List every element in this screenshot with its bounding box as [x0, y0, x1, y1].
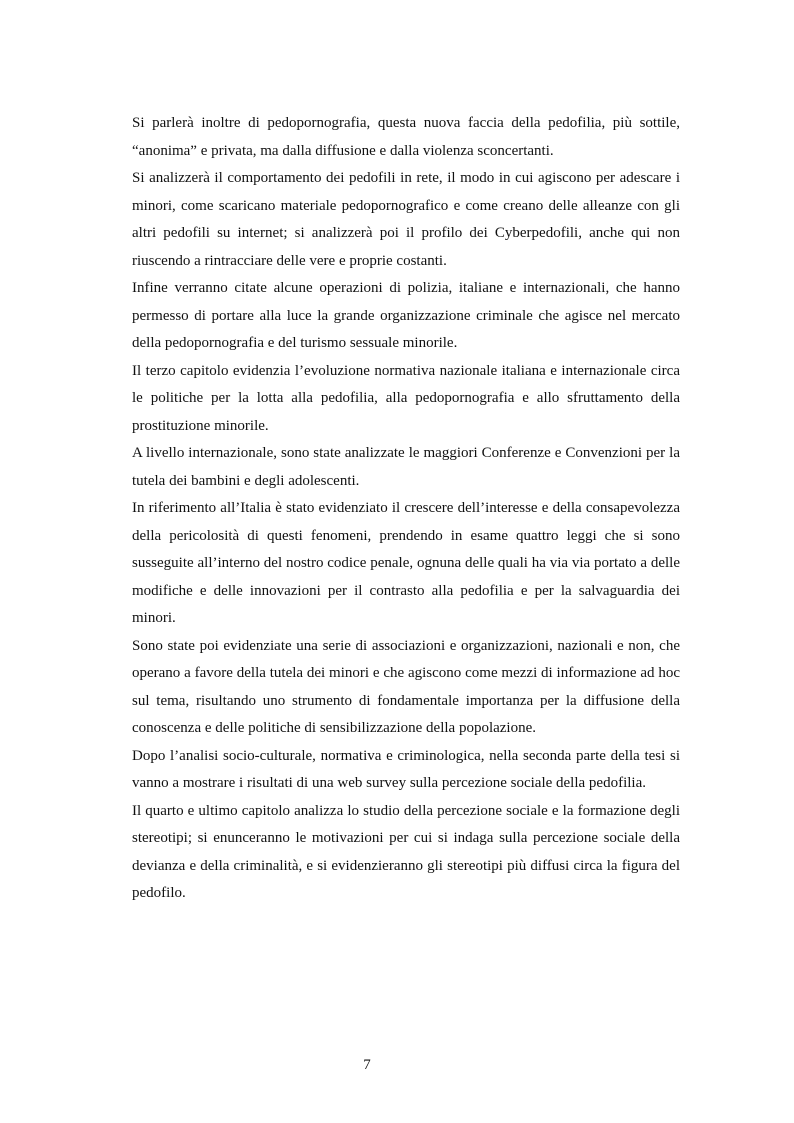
- paragraph-analisi-socio-culturale: Dopo l’analisi socio-culturale, normativa e criminologica, nella seconda parte della tesi si vanno a mostrare i risultati di una web survey sulla percezione sociale della pedofilia.: [132, 747, 680, 791]
- paragraph-terzo-capitolo: Il terzo capitolo evidenzia l’evoluzione normativa nazionale italiana e internazionale circa le politiche per la lotta alla pedofilia, alla pedopornografia e allo sfruttamento della prostituzione minorile.: [132, 362, 680, 434]
- paragraph-riferimento-italia: In riferimento all’Italia è stato evidenziato il crescere dell’interesse e della consapevolezza della pericolosità di questi fenomeni, prendendo in esame quattro leggi che si sono susseguite all’interno del nostro codice penale, ognuna delle quali ha via via portato a delle modifiche e delle innovazioni per il contrasto alla pedofilia e per la salvaguardia dei minori.: [132, 500, 680, 626]
- paragraph-operazioni-polizia: Infine verranno citate alcune operazioni di polizia, italiane e internazionali, che hanno permesso di portare alla luce la grande organizzazione criminale che agisce nel mercato della pedopornografia e del turismo sessuale minorile.: [132, 280, 680, 351]
- paragraph-associazioni: Sono state poi evidenziate una serie di associazioni e organizzazioni, nazionali e non, che operano a favore della tutela dei minori e che agiscono come mezzi di informazione ad hoc sul tema, risultando uno strumento di fondamentale importanza per la diffusione della conoscenza e delle politiche di sensibilizzazione della popolazione.: [132, 637, 680, 736]
- paragraph-pedopornografia: Si parlerà inoltre di pedopornografia, questa nuova faccia della pedofilia, più sottile, “anonima” e privata, ma dalla diffusione e dalla violenza sconcertanti.: [132, 115, 680, 159]
- paragraph-quarto-capitolo: Il quarto e ultimo capitolo analizza lo studio della percezione sociale e la formazione degli stereotipi; si enunceranno le motivazioni per cui si indaga sulla percezione sociale della devianza e della criminalità, e si evidenzieranno gli stereotipi più diffusi circa la figura del pedofilo.: [132, 802, 680, 901]
- page-number: 7: [363, 1057, 371, 1073]
- paragraph-livello-internazionale: A livello internazionale, sono state analizzate le maggiori Conferenze e Convenzioni per la tutela dei bambini e degli adolescenti.: [132, 445, 680, 489]
- document-body: [132, 110, 680, 908]
- paragraph-comportamento-pedofili: Si analizzerà il comportamento dei pedofili in rete, il modo in cui agiscono per adescare i minori, come scaricano materiale pedopornografico e come creano delle alleanze con gli altri pedofili su internet; si analizzerà poi il profilo dei Cyberpedofili, anche qui non riuscendo a rintracciare delle vere e proprie costanti.: [132, 170, 680, 269]
